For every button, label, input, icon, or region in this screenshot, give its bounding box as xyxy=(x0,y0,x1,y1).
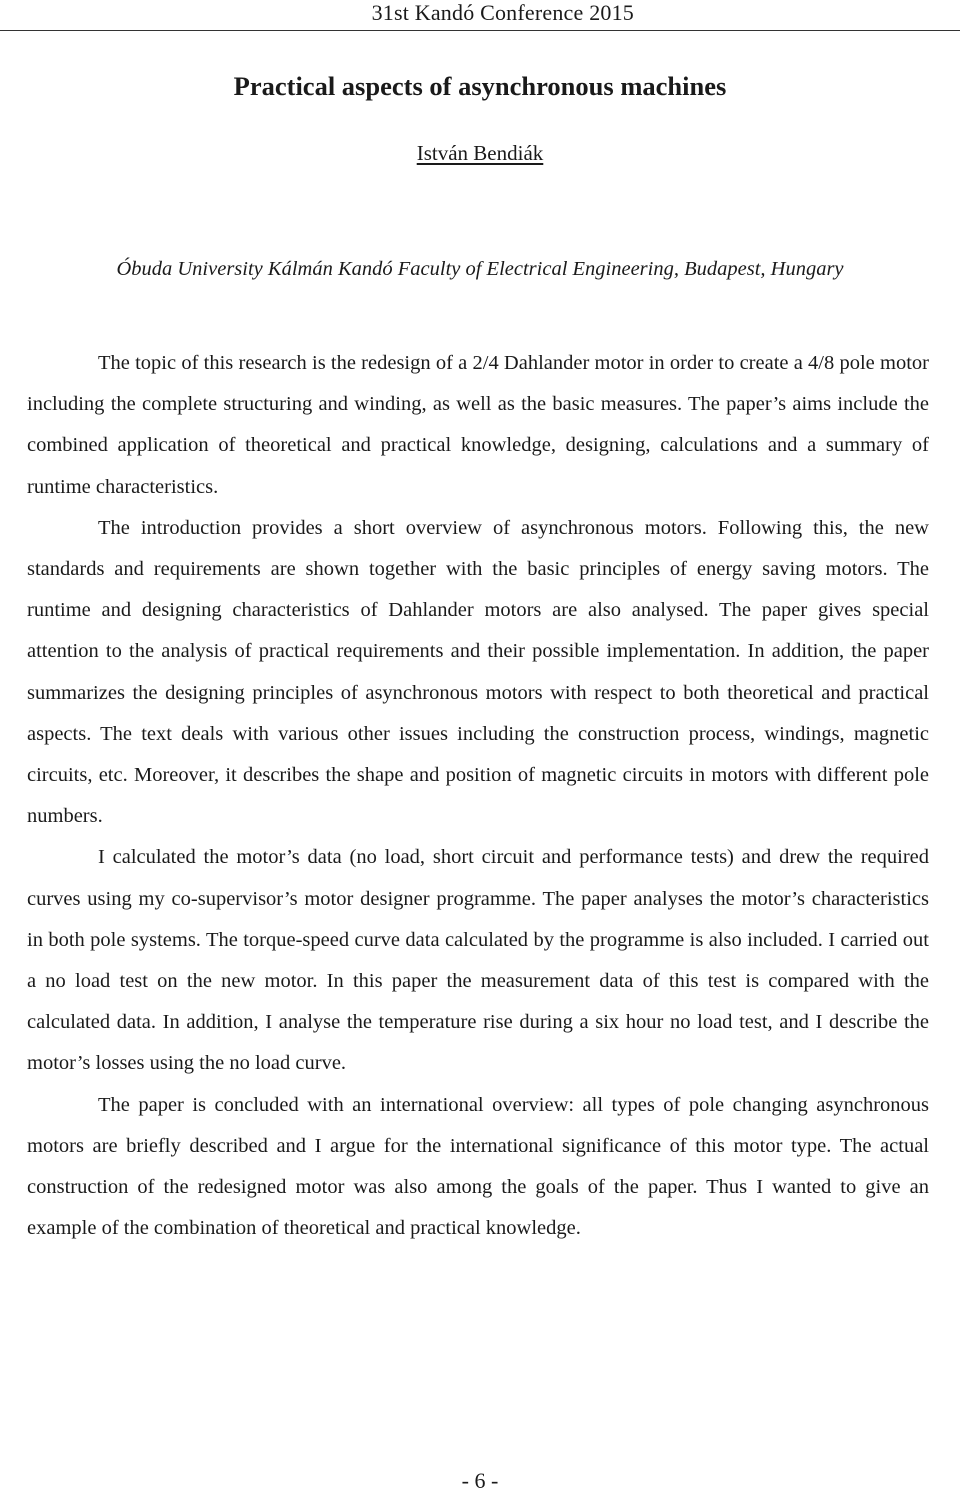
author-affiliation: Óbuda University Kálmán Kandó Faculty of Electrical Engineering, Budapest, Hungary xyxy=(116,258,844,280)
abstract-paragraph-4: The paper is concluded with an international overview: all types of pole changing asynchronous motors are briefly described and I argue for the international significance of this motor type. The actual construction of the redesigned motor was also among the goals of the paper. Thus I wanted to give an example of the combination of theoretical and practical knowledge. xyxy=(27,1093,929,1240)
running-header xyxy=(0,0,960,31)
abstract-paragraph-1: The topic of this research is the redesign of a 2/4 Dahlander motor in order to create a 4/8 pole motor including the complete structuring and winding, as well as the basic measures. The paper’s aims include the combined application of theoretical and practical knowledge, designing, calculations and a summary of runtime characteristics. xyxy=(27,352,929,498)
paper-title: Practical aspects of asynchronous machines xyxy=(233,71,727,101)
abstract-paragraph-2: The introduction provides a short overview of asynchronous motors. Following this, the new standards and requirements are shown together with the basic principles of energy saving motors. The runtime and designing characteristics of Dahlander motors are also analysed. The paper gives special attention to the analysis of practical requirements and their possible implementation. In addition, the paper summarizes the designing principles of asynchronous motors with respect to both theoretical and practical aspects. The text deals with various other issues including the construction process, windings, magnetic circuits, etc. Moreover, it describes the shape and position of magnetic circuits in motors with different pole numbers. xyxy=(27,516,929,828)
conference-name: 31st Kandó Conference 2015 xyxy=(371,0,634,25)
abstract-body xyxy=(27,343,929,1249)
author-line xyxy=(0,138,960,168)
abstract-paragraph-3: I calculated the motor’s data (no load, short circuit and performance tests) and drew the required curves using my co-supervisor’s motor designer programme. The paper analyses the motor’s characteristics in both pole systems. The torque-speed curve data calculated by the programme is also included. I carried out a no load test on the new motor. In this paper the measurement data of this test is compared with the calculated data. In addition, I analyse the temperature rise during a six hour no load test, and I describe the motor’s losses using the no load curve. xyxy=(27,846,929,1075)
page-number: - 6 - xyxy=(461,1468,499,1493)
author-name[interactable]: István Bendiák xyxy=(416,141,544,165)
